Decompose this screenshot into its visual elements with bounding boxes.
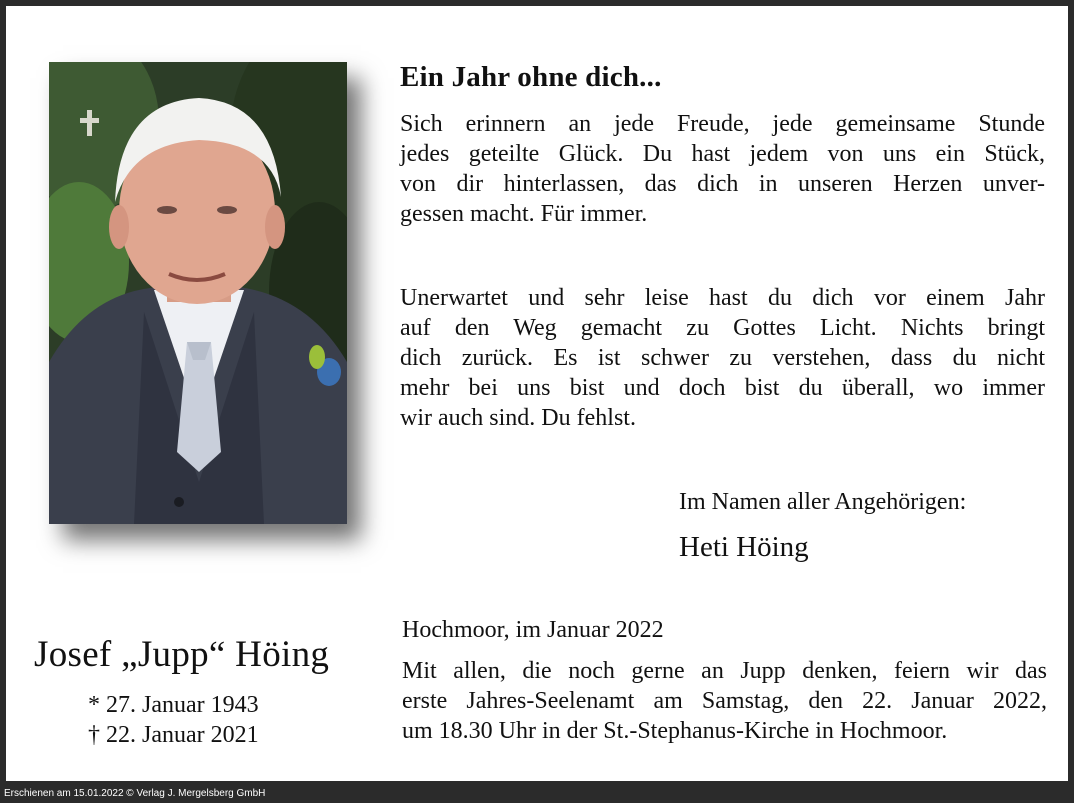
paragraph-line: auf den Weg gemacht zu Gottes Licht. Nichts bringt bbox=[400, 315, 1045, 341]
paragraph-line: Sich erinnern an jede Freude, jede gemeinsame Stunde bbox=[400, 111, 1045, 137]
service-line: erste Jahres-Seelenamt am Samstag, den 22. Januar 2022, bbox=[402, 688, 1047, 714]
paragraph-remembrance bbox=[400, 109, 1045, 229]
death-date: † 22. Januar 2021 bbox=[88, 722, 259, 748]
signature-label: Im Namen aller Angehörigen: bbox=[679, 489, 967, 515]
obituary-page bbox=[6, 6, 1068, 781]
service-line: um 18.30 Uhr in der St.-Stephanus-Kirche in Hochmoor. bbox=[402, 718, 948, 744]
portrait-illustration bbox=[49, 62, 347, 524]
paragraph-line: wir auch sind. Du fehlst. bbox=[400, 405, 636, 431]
service-announcement bbox=[402, 656, 1047, 746]
life-dates bbox=[88, 690, 259, 750]
paragraph-line: dich zurück. Es ist schwer zu verstehen, dass du nicht bbox=[400, 345, 1045, 371]
paragraph-line: von dir hinterlassen, das dich in unseren Herzen unver- bbox=[400, 171, 1045, 197]
paragraph-line: mehr bei uns bist und doch bist du überall, wo immer bbox=[400, 375, 1045, 401]
paragraph-farewell bbox=[400, 283, 1045, 433]
signature-name: Heti Höing bbox=[679, 531, 809, 563]
headline: Ein Jahr ohne dich... bbox=[400, 61, 662, 93]
place-date: Hochmoor, im Januar 2022 bbox=[402, 617, 664, 643]
paragraph-line: jedes geteilte Glück. Du hast jedem von uns ein Stück, bbox=[400, 141, 1045, 167]
portrait-photo bbox=[49, 62, 347, 524]
birth-date: * 27. Januar 1943 bbox=[88, 692, 259, 718]
paragraph-line: Unerwartet und sehr leise hast du dich vor einem Jahr bbox=[400, 285, 1045, 311]
paragraph-line: gessen macht. Für immer. bbox=[400, 201, 648, 227]
deceased-name: Josef „Jupp“ Höing bbox=[34, 634, 330, 675]
publication-footer: Erschienen am 15.01.2022 © Verlag J. Mergelsberg GmbH bbox=[0, 784, 1074, 803]
service-line: Mit allen, die noch gerne an Jupp denken, feiern wir das bbox=[402, 658, 1047, 684]
